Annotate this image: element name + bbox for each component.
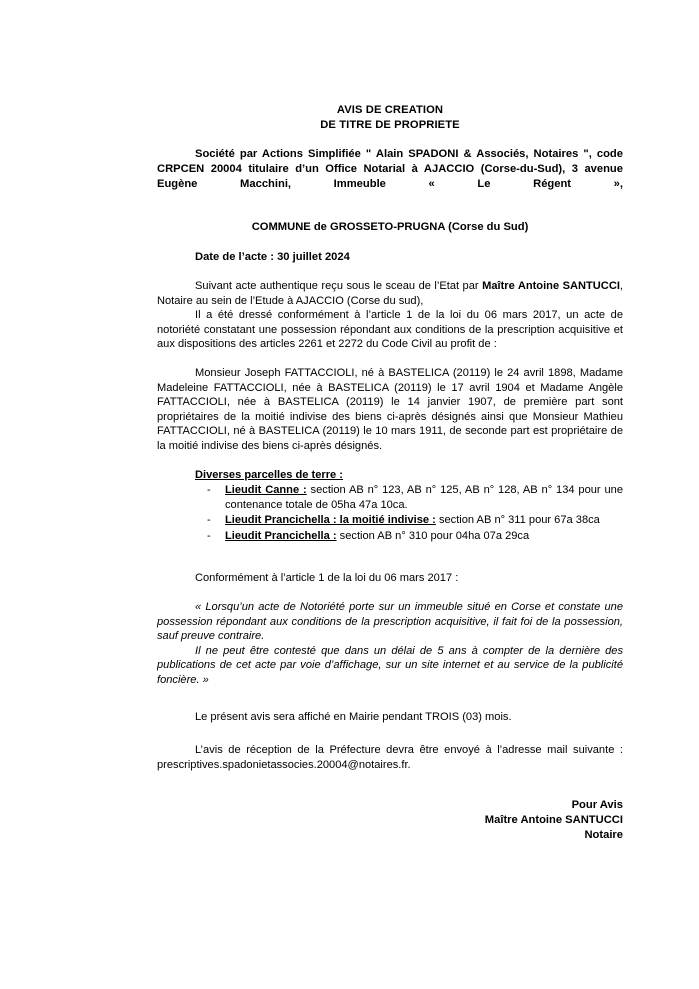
title-line-2: DE TITRE DE PROPRIETE — [320, 118, 460, 131]
paragraph-law-reference: Il a été dressé conformément à l’article 1 de la loi du 06 mars 2017, un acte de notoriété constatant une possession répondant aux conditions de la prescription acquisitive et aux dispositions des articles 2261 et 2272 du Code Civil au profit de : — [157, 309, 623, 351]
list-item — [157, 483, 623, 512]
parcel-description: section AB n° 123, AB n° 125, AB n° 128, AB n° 134 pour une contenance totale de 05ha 47a 10ca. — [225, 484, 623, 511]
paragraph-authentic-act-part1: Suivant acte authentique reçu sous le sceau de l’Etat par — [195, 279, 483, 292]
parcels-heading: Diverses parcelles de terre : — [195, 468, 344, 481]
parcel-description: section AB n° 311 pour 67a 38ca — [435, 514, 600, 527]
parcel-lieudit: Lieudit Prancichella : — [225, 529, 337, 542]
list-item — [157, 513, 623, 528]
signature-line-3: Notaire — [584, 829, 623, 841]
display-notice: Le présent avis sera affiché en Mairie pendant TROIS (03) mois. — [195, 710, 512, 723]
list-item — [157, 529, 623, 544]
signature-line-1: Pour Avis — [571, 799, 623, 812]
paragraph-authentic-act-part2: , Notaire au sein de l’Etude à AJACCIO (Corse du sud), — [157, 279, 624, 307]
notary-email: prescriptives.spadonietassocies.20004@notaires.fr — [157, 758, 408, 771]
quote-paragraph-2: Il ne peut être contesté que dans un délai de 5 ans à compter de la dernière des publications de cet acte par voie d’affichage, sur un site internet et au service de la publicité foncière. » — [157, 644, 623, 687]
paragraph-authentic-act — [157, 279, 623, 308]
document-content — [157, 103, 623, 843]
notary-name: Maître Antoine SANTUCCI — [482, 279, 620, 292]
signature-line-2: Maître Antoine SANTUCCI — [484, 814, 623, 827]
bullet-dash: - — [207, 529, 211, 542]
mail-notice-part1: L’avis de réception de la Préfecture devra être envoyé à l’adresse mail suivante : — [195, 744, 623, 757]
bullet-dash: - — [207, 484, 211, 497]
quote-paragraph-1: « Lorsqu’un acte de Notoriété porte sur un immeuble situé en Corse et constate une possession répondant aux conditions de la prescription acquisitive, il fait foi de la possession, sauf preuve contraire. — [157, 601, 623, 643]
bullet-dash: - — [207, 514, 211, 527]
signature-block — [157, 798, 623, 842]
act-date: Date de l’acte : 30 juillet 2024 — [195, 251, 350, 264]
conformity-line: Conformément à l’article 1 de la loi du 06 mars 2017 : — [195, 572, 459, 585]
paragraph-owners: Monsieur Joseph FATTACCIOLI, né à BASTELICA (20119) le 24 avril 1898, Madame Madeleine FATTACCIOLI, née à BASTELICA (20119) le 17 avril 1904 et Madame Angèle FATTACCIOLI, née à BASTELICA (20119) le 14 janvier 1907, de première part sont propriétaires de la moitié indivise des biens ci-après désignés ainsi que Monsieur Mathieu FATTACCIOLI, né à BASTELICA (20119) le 10 mars 1911, de seconde part est propriétaire de la moitié indivise des biens ci-après désignés. — [157, 366, 623, 452]
parcel-lieudit: Lieudit Canne : — [225, 484, 307, 497]
parcel-description: section AB n° 310 pour 04ha 07a 29ca — [336, 529, 530, 542]
page-title — [157, 103, 623, 132]
mail-notice — [157, 743, 623, 772]
commune-heading: COMMUNE de GROSSETO-PRUGNA (Corse du Sud) — [251, 221, 529, 234]
mail-notice-part2: . — [407, 758, 411, 771]
organization-paragraph: Société par Actions Simplifiée " Alain SPADONI & Associés, Notaires ", code CRPCEN 20004 titulaire d’un Office Notarial à AJACCIO (Corse-du-Sud), 3 avenue Eugène Macchini, Immeuble « Le Régent », — [157, 148, 623, 190]
parcels-list — [157, 483, 623, 543]
parcel-emphasis: la moitié indivise : — [336, 514, 436, 527]
parcel-lieudit: Lieudit Prancichella : — [225, 514, 337, 527]
title-line-1: AVIS DE CREATION — [336, 104, 444, 116]
